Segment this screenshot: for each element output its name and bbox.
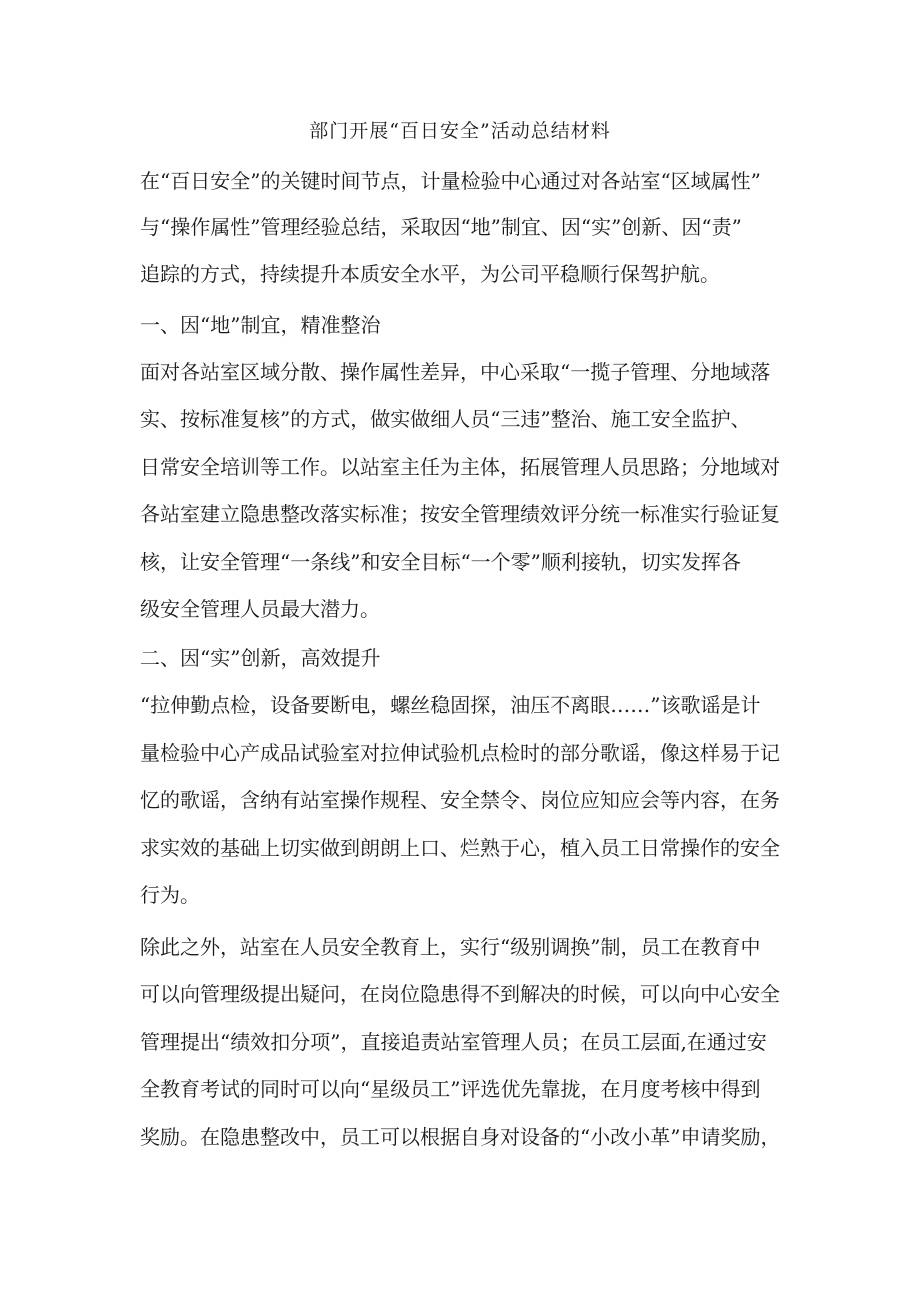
paragraph-line: 各站室建立隐患整改落实标准；按安全管理绩效评分统一标准实行验证复	[140, 502, 780, 526]
section-heading: 二、因“实”创新，高效提升	[140, 646, 381, 670]
paragraph-line: 忆的歌谣，含纳有站室操作规程、安全禁令、岗位应知应会等内容，在务	[140, 788, 780, 812]
paragraph-line: 级安全管理人员最大潜力。	[140, 597, 380, 621]
paragraph-line: 在“百日安全”的关键时间节点，计量检验中心通过对各站室“区域属性”	[140, 169, 761, 193]
paragraph-line: 与“操作属性”管理经验总结，采取因“地”制宜、因“实”创新、因“责”	[140, 215, 742, 239]
paragraph-line: 日常安全培训等工作。以站室主任为主体，拓展管理人员思路；分地域对	[140, 455, 780, 479]
paragraph-line: 量检验中心产成品试验室对拉伸试验机点检时的部分歌谣，像这样易于记	[140, 741, 780, 765]
paragraph-line: 核，让安全管理“一条线”和安全目标“一个零”顺利接轨，切实发挥各	[140, 550, 741, 574]
paragraph-line: 全教育考试的同时可以向“星级员工”评选优先靠拢，在月度考核中得到	[140, 1077, 761, 1101]
paragraph-line: 面对各站室区域分散、操作属性差异，中心采取“一揽子管理、分地域落	[140, 360, 771, 384]
paragraph-line: 奖励。在隐患整改中，员工可以根据自身对设备的“小改小革”申请奖励，	[140, 1125, 781, 1149]
paragraph-line: 可以向管理级提出疑问，在岗位隐患得不到解决的时候，可以向中心安全	[140, 982, 780, 1006]
paragraph-line: 追踪的方式，持续提升本质安全水平，为公司平稳顺行保驾护航。	[140, 262, 720, 286]
paragraph-line: 实、按标准复核”的方式，做实做细人员“三违”整治、施工安全监护、	[140, 407, 751, 431]
document-title: 部门开展“百日安全”活动总结材料	[309, 120, 611, 142]
paragraph-line: 行为。	[140, 883, 200, 907]
paragraph-line: 管理提出“绩效扣分项”，直接追责站室管理人员；在员工层面,在通过安	[140, 1030, 767, 1054]
paragraph-line: “拉伸勤点检，设备要断电，螺丝稳固探，油压不离眼……”该歌谣是计	[140, 693, 761, 717]
paragraph-line: 求实效的基础上切实做到朗朗上口、烂熟于心，植入员工日常操作的安全	[140, 836, 780, 860]
paragraph-line: 除此之外，站室在人员安全教育上，实行“级别调换”制，员工在教育中	[140, 935, 761, 959]
section-heading: 一、因“地”制宜，精准整治	[140, 313, 381, 337]
